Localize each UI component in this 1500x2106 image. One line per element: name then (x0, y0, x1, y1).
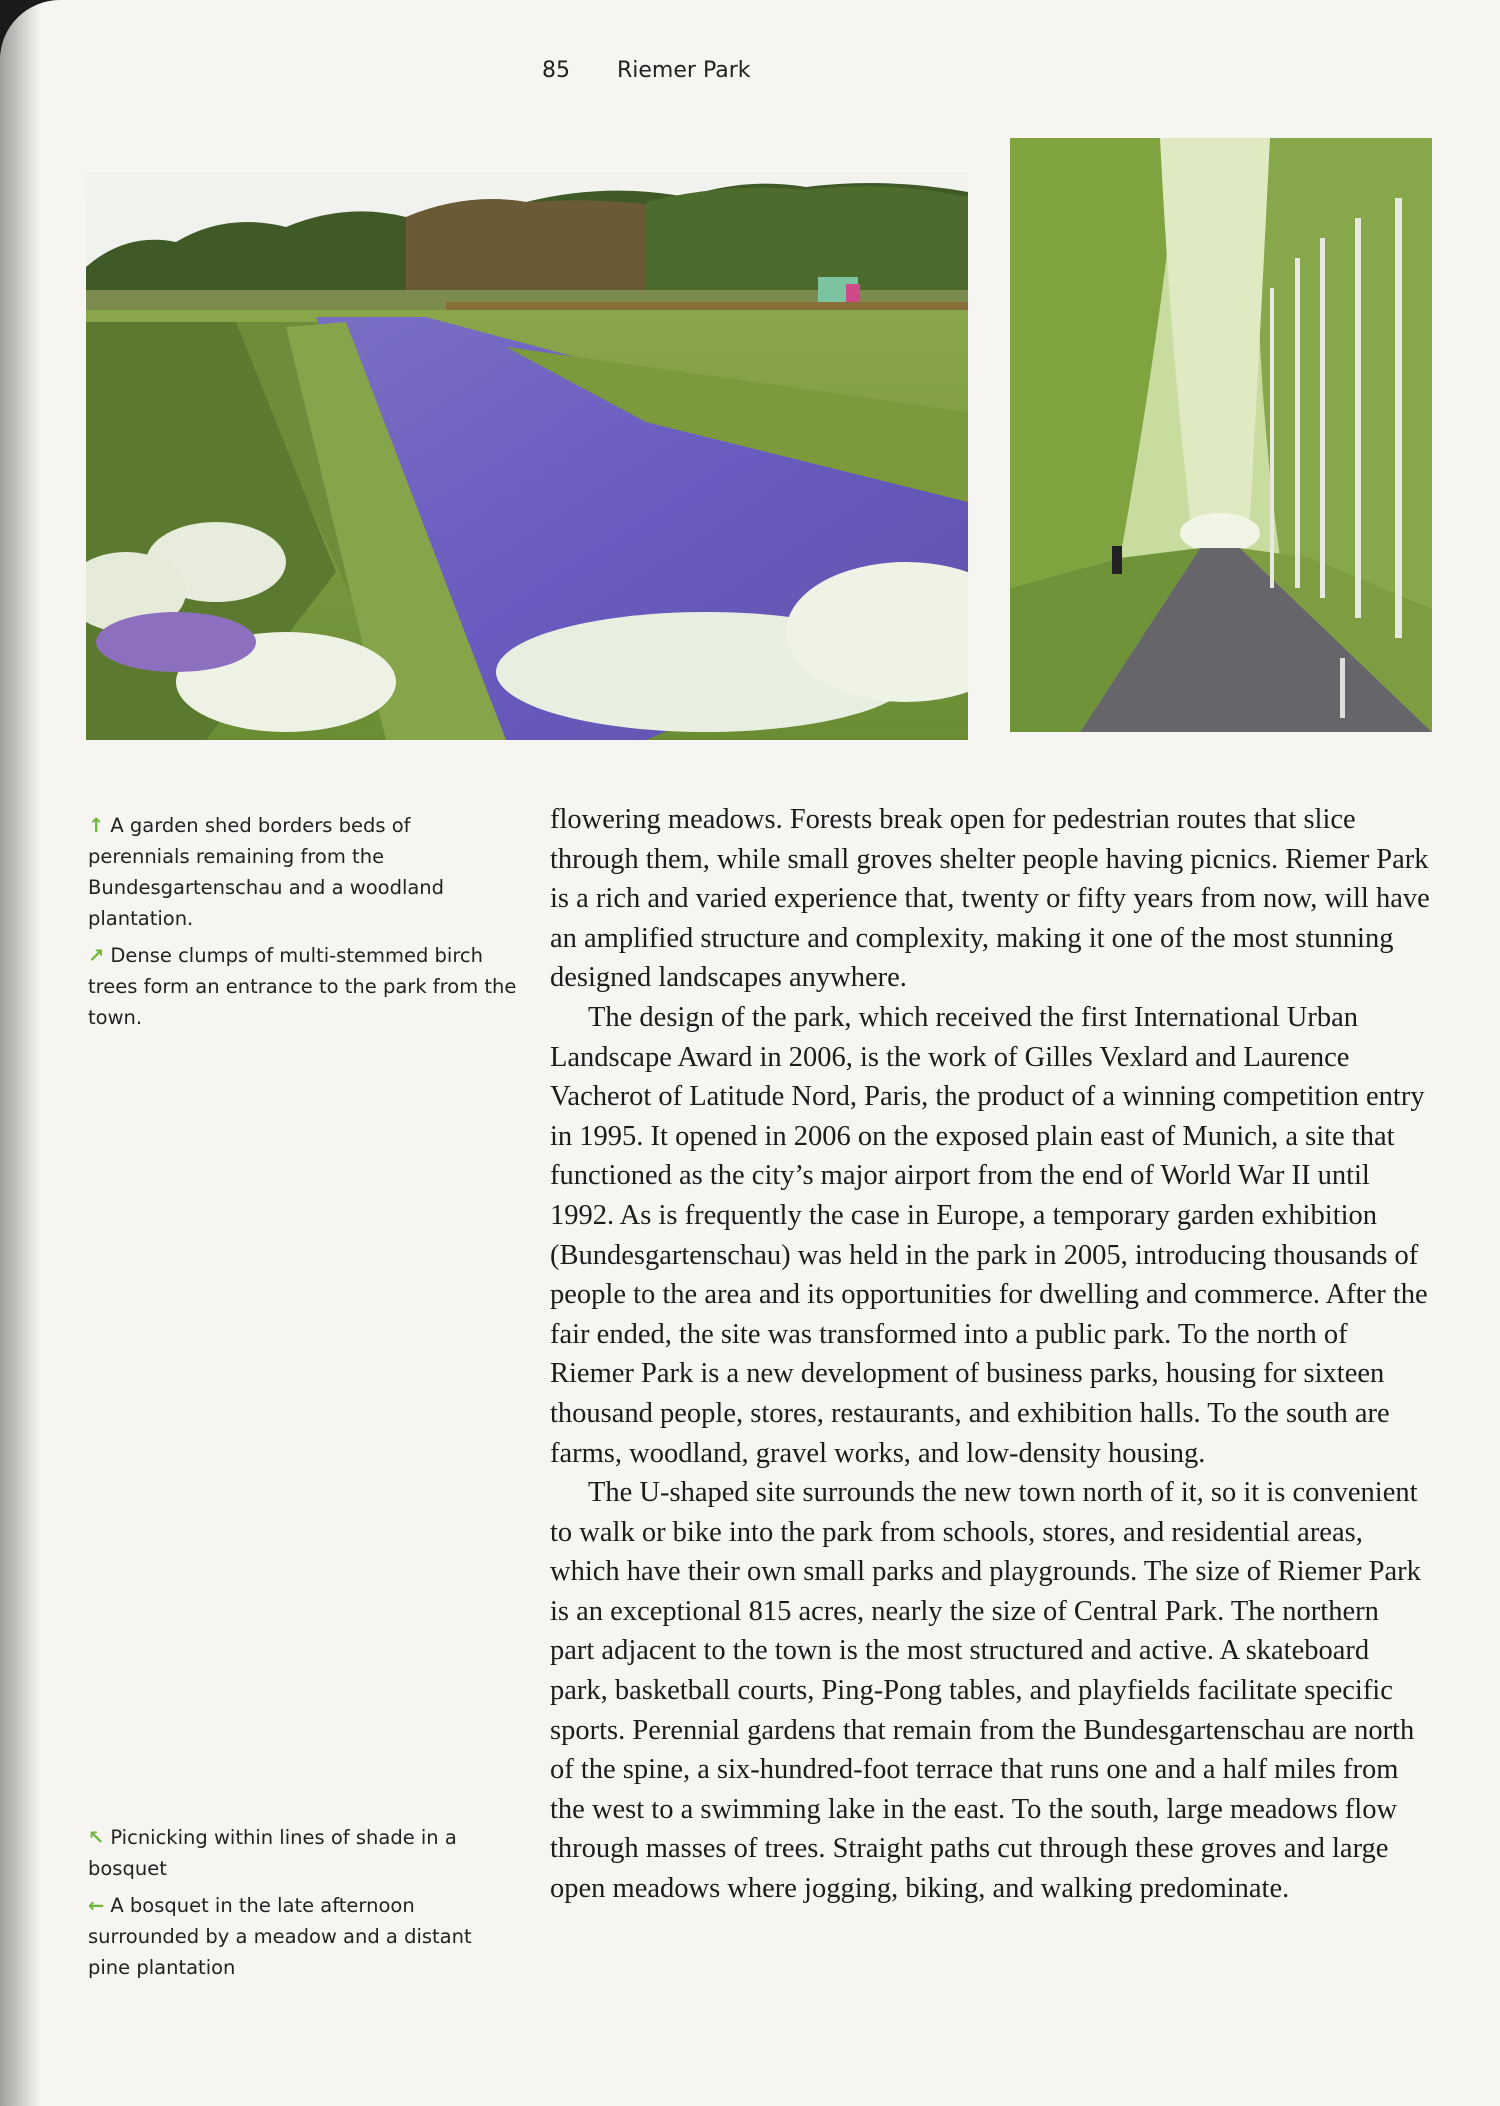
caption-picnicking (88, 1822, 518, 1884)
page-number: 85 (542, 58, 570, 83)
body-text (550, 800, 1430, 1909)
gutter-shadow (0, 0, 40, 2106)
captions-bottom (88, 1822, 518, 1989)
body-paragraph: flowering meadows. Forests break open for pedestrian routes that slice through them, while small groves shelter people having picnics. Riemer Park is a rich and varied experience that, twenty or fifty years from now, will have an amplified structure and complexity, making it one of the most stunning designed landscapes anywhere. (550, 804, 1430, 994)
body-paragraph: The U-shaped site surrounds the new town north of it, so it is convenient to walk or bike into the park from schools, stores, and residential areas, which have their own small parks and playgrounds. The size of Riemer Park is an exceptional 815 acres, nearly the size of Central Park. The northern part adjacent to the town is the most structured and active. A skateboard park, basketball courts, Ping-Pong tables, and playfields facilitate specific sports. Perennial gardens that remain from the Bundesgartenschau are north of the spine, a six-hundred-foot terrace that runs one and a half miles from the west to a swimming lake in the east. To the south, large meadows flow through masses of trees. Straight paths cut through these groves and large open meadows where jogging, biking, and walking predominate. (550, 1477, 1421, 1905)
arrow-up-right-icon: ↗ (88, 944, 105, 967)
photo-birch-avenue (1010, 138, 1432, 732)
section-title: Riemer Park (617, 58, 751, 83)
caption-birch-entrance (88, 940, 518, 1033)
body-paragraph: The design of the park, which received the first International Urban Landscape Award in 2006, is the work of Gilles Vexlard and Laurence Vacherot of Latitude Nord, Paris, the product of a winning competition entry in 1995. It opened in 2006 on the exposed plain east of Munich, a site that functioned as the city’s major airport from the end of World War II until 1992. As is frequently the case in Europe, a temporary garden exhibition (Bundesgartenschau) was held in the park in 2005, introducing thousands of people to the area and its opportunities for dwelling and commerce. After the fair ended, the site was transformed into a public park. To the north of Riemer Park is a new development of business parks, housing for sixteen thousand people, stores, restaurants, and exhibition halls. To the south are farms, woodland, gravel works, and low-density housing. (550, 1001, 1428, 1469)
captions-top (88, 810, 518, 1039)
caption-text: Picnicking within lines of shade in a bosquet (88, 1826, 457, 1880)
photo-perennial-beds (86, 172, 968, 740)
arrow-left-icon: ← (88, 1894, 105, 1917)
caption-perennial-beds (88, 810, 518, 934)
running-head (542, 58, 750, 83)
caption-bosquet (88, 1890, 518, 1983)
arrow-up-icon: ↑ (88, 814, 105, 837)
caption-text: A garden shed borders beds of perennials remaining from the Bundesgartenschau and a woodland plantation. (88, 814, 445, 930)
caption-text: A bosquet in the late afternoon surrounded by a meadow and a distant pine plantation (88, 1894, 472, 1979)
arrow-up-left-icon: ↖ (88, 1826, 105, 1849)
caption-text: Dense clumps of multi-stemmed birch trees form an entrance to the park from the town. (88, 944, 517, 1029)
